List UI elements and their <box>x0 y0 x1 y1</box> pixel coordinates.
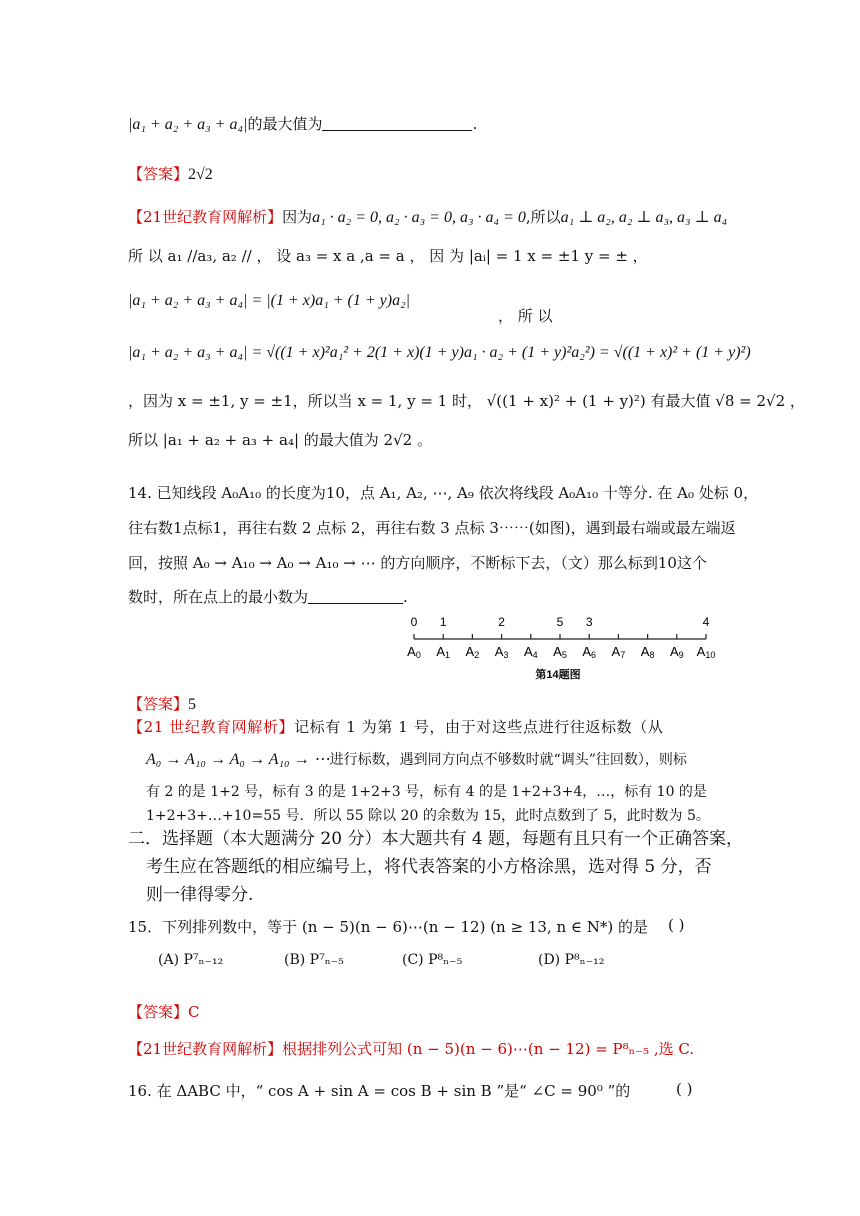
mark-label-3: 5 <box>556 615 564 629</box>
analysis-tag: 【21世纪教育网解析】 <box>128 208 283 226</box>
q14-line-2: 往右数1点标1，再往右数 2 点标 2，再往右数 3 点标 3⋯⋯(如图)，遇到最右端或最左端返 <box>128 519 736 537</box>
number-line-figure <box>404 612 724 682</box>
answer-blank <box>308 589 403 604</box>
analysis-14-line-2: A₀ → A₁₀ → A₀ → A₁₀ → ⋯进行标数，遇到同方向点不够数时就“调头”往回数），则标 <box>146 751 687 768</box>
figure-caption: 第14题图 <box>535 669 581 681</box>
q16-stem: 16. 在 ΔABC 中，“ cos A + sin A = cos B + sin B ”是“ ∠C = 90⁰ ”的 <box>128 1082 631 1100</box>
q14-line-1: 14. 已知线段 A₀A₁₀ 的长度为10，点 A₁, A₂, ⋯, A₉ 依次将线段 A₀A₁₀ 十等分. 在 A₀ 处标 0， <box>128 484 759 502</box>
section-2-line-2: 考生应在答题纸的相应编号上，将代表答案的小方格涂黑，选对得 5 分，否 <box>146 857 712 877</box>
q13-tail: |a₁ + a₂ + a₃ + a₄|的最大值为 . <box>128 115 478 133</box>
analysis-14-line-4: 1+2+3+…+10=55 号．所以 55 除以 20 的余数为 15，此时点数到了 5，此时数为 5。 <box>146 808 710 824</box>
point-label-8: A8 <box>640 644 655 660</box>
point-label-6: A6 <box>582 644 597 660</box>
analysis-14-line-3: 有 2 的是 1+2 号，标有 3 的是 1+2+3 号，标有 4 的是 1+2+3+4，…，标有 10 的是 <box>146 784 707 800</box>
point-label-0: A0 <box>407 644 421 660</box>
answer-blank <box>322 116 472 131</box>
analysis-13-line-2: 所 以 a₁ //a₃, a₂ // ， 设 a₃ = x a ,a = a ， 因 为 |aᵢ| = 1 x = ±1 y = ± ， <box>128 247 648 265</box>
point-label-4: A4 <box>523 644 538 660</box>
vector-sum-expr: |a₁ + a₂ + a₃ + a₄| <box>128 116 248 133</box>
q14-line-3: 回，按照 A₀ → A₁₀ → A₀ → A₁₀ → ⋯ 的方向顺序，不断标下去，（文）那么标到10这个 <box>128 554 707 572</box>
analysis-13-line-6: 所以 |a₁ + a₂ + a₃ + a₄| 的最大值为 2√2 。 <box>128 431 432 449</box>
q16-answer-paren: ( ) <box>676 1080 693 1098</box>
section-2-heading: 二．选择题（本大题满分 20 分）本大题共有 4 题，每题有且只有一个正确答案， <box>128 829 744 849</box>
analysis-tag: 【21 世纪教育网解析】 <box>128 718 295 736</box>
point-label-3: A3 <box>494 644 509 660</box>
analysis-tag: 【21世纪教育网解析】 <box>128 1040 283 1058</box>
answer-value: C <box>188 1003 200 1021</box>
answer-14: 【答案】5 <box>128 695 197 713</box>
q15-option-b: (B) P⁷ₙ₋₅ <box>284 952 344 968</box>
q15-option-c: (C) P⁸ₙ₋₅ <box>402 952 463 968</box>
q15-stem: 15．下列排列数中，等于 (n − 5)(n − 6)⋯(n − 12) (n ≥ 13, n ∈ N*) 的是 <box>128 918 648 936</box>
point-label-10: A10 <box>696 644 716 660</box>
point-label-7: A7 <box>611 644 626 660</box>
answer-15: 【答案】C <box>128 1003 200 1021</box>
analysis-15: 【21世纪教育网解析】根据排列公式可知 (n − 5)(n − 6)⋯(n − 12) = P⁸ₙ₋₅ ,选 C. <box>128 1040 695 1058</box>
mark-label-1: 1 <box>439 615 447 629</box>
analysis-13-line-4: |a₁ + a₂ + a₃ + a₄| = √((1 + x)²a₁² + 2(1 + x)(1 + y)a₁ · a₂ + (1 + y)²a₂²) = √((1 + x)² + (1 + y)²) <box>128 344 751 361</box>
point-label-2: A2 <box>465 644 480 660</box>
point-label-5: A5 <box>553 644 567 660</box>
mark-label-5: 4 <box>702 615 710 629</box>
analysis-14-line-1: 【21 世纪教育网解析】记标有 1 为第 1 号，由于对这些点进行往返标数（从 <box>128 718 664 736</box>
mark-label-0: 0 <box>410 615 418 629</box>
analysis-13-line-3: |a₁ + a₂ + a₃ + a₄| = |(1 + x)a₁ + (1 + y)a₂| <box>128 292 411 309</box>
mark-label-2: 2 <box>498 615 505 629</box>
point-label-1: A1 <box>436 644 451 660</box>
section-2-line-3: 则一律得零分. <box>146 885 254 905</box>
analysis-13-line-1: 【21世纪教育网解析】因为a₁ · a₂ = 0, a₂ · a₃ = 0, a₃ · a₄ = 0,所以a₁ ⊥ a₂, a₂ ⊥ a₃, a₃ ⊥ a₄ <box>128 208 728 226</box>
analysis-13-line-5: ，因为 x = ±1, y = ±1，所以当 x = 1, y = 1 时， √((1 + x)² + (1 + y)²) 有最大值 √8 = 2√2 ， <box>128 392 805 410</box>
q15-answer-paren: ( ) <box>668 916 685 934</box>
answer-13: 【答案】2√2 <box>128 165 213 183</box>
mark-label-4: 3 <box>585 615 593 629</box>
point-label-9: A9 <box>669 644 684 660</box>
answer-value: 2√2 <box>188 166 213 183</box>
q15-option-d: (D) P⁸ₙ₋₁₂ <box>538 952 605 968</box>
q14-line-4: 数时，所在点上的最小数为 . <box>128 588 408 606</box>
answer-value: 5 <box>188 696 197 713</box>
q15-option-a: (A) P⁷ₙ₋₁₂ <box>158 952 224 968</box>
analysis-13-line-3-right: ， 所 以 <box>498 307 553 325</box>
